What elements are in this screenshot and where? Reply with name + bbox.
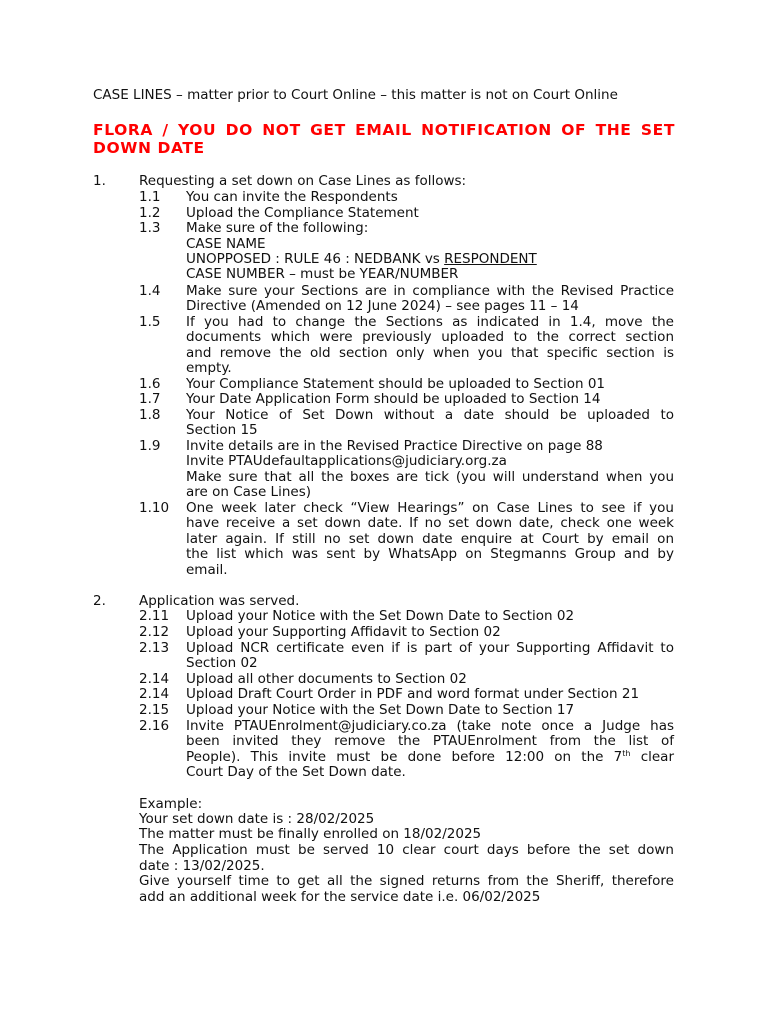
item-text: Your Compliance Statement should be uploaded to Section 01: [186, 376, 605, 392]
document-title: FLORA / YOU DO NOT GET EMAIL NOTIFICATION OF THE SET DOWN DATE: [93, 121, 675, 157]
item-text: Upload your Supporting Affidavit to Section 02: [186, 624, 501, 640]
ordinal-superscript: th: [622, 749, 631, 758]
example-line: date : 13/02/2025.: [139, 858, 265, 874]
example-line: Give yourself time to get all the signed returns from the Sheriff, therefore: [139, 873, 674, 889]
item-text: Directive (Amended on 12 June 2024) – see pages 11 – 14: [186, 298, 579, 314]
item-number: 1.8: [139, 407, 161, 423]
example-line: The Application must be served 10 clear court days before the set down: [139, 842, 674, 858]
item-text: You can invite the Respondents: [186, 189, 398, 205]
item-text: empty.: [186, 360, 232, 376]
section-number: 2.: [93, 593, 106, 609]
item-number: 1.5: [139, 314, 161, 330]
item-text: Upload NCR certificate even if is part of your Supporting Affidavit to: [186, 640, 674, 656]
section-heading: Requesting a set down on Case Lines as follows:: [139, 173, 467, 189]
respondent-underlined: RESPONDENT: [444, 251, 537, 267]
item-text: documents which were previously uploaded to the correct section: [186, 329, 674, 345]
item-text: later again. If still no set down date enquire at Court by email on: [186, 531, 674, 547]
item-number: 2.14: [139, 671, 170, 687]
section-number: 1.: [93, 173, 106, 189]
item-text: been invited they remove the PTAUEnrolment from the list of: [186, 733, 674, 749]
item-text: Section 15: [186, 422, 258, 438]
item-number: 2.11: [139, 608, 170, 624]
item-text: Upload your Notice with the Set Down Date to Section 17: [186, 702, 575, 718]
item-text: Invite details are in the Revised Practice Directive on page 88: [186, 438, 603, 454]
example-line: The matter must be finally enrolled on 18/02/2025: [139, 826, 482, 842]
item-text: Upload the Compliance Statement: [186, 205, 419, 221]
invite-deadline-suffix: clear: [630, 749, 674, 765]
item-text: CASE NUMBER – must be YEAR/NUMBER: [186, 266, 459, 282]
item-number: 1.3: [139, 220, 161, 236]
item-text: One week later check “View Hearings” on Case Lines to see if you: [186, 500, 674, 516]
item-text: Make sure that all the boxes are tick (you will understand when you: [186, 469, 674, 485]
item-text: If you had to change the Sections as indicated in 1.4, move the: [186, 314, 674, 330]
item-text: have receive a set down date. If no set down date, check one week: [186, 515, 674, 531]
item-text: CASE NAME: [186, 236, 266, 252]
item-text-case-name: [186, 251, 537, 267]
item-text: Your Notice of Set Down without a date should be uploaded to: [186, 407, 674, 423]
example-line: Your set down date is : 28/02/2025: [139, 811, 375, 827]
item-text: Upload Draft Court Order in PDF and word format under Section 21: [186, 686, 640, 702]
item-number: 1.10: [139, 500, 170, 516]
example-line: add an additional week for the service date i.e. 06/02/2025: [139, 889, 541, 905]
item-text-with-superscript: [186, 749, 674, 765]
item-text: Upload your Notice with the Set Down Date to Section 02: [186, 608, 575, 624]
item-text: Invite PTAUEnrolment@judiciary.co.za (take note once a Judge has: [186, 718, 674, 734]
item-number: 2.12: [139, 624, 170, 640]
item-number: 2.14: [139, 686, 170, 702]
section-heading: Application was served.: [139, 593, 300, 609]
example-label: Example:: [139, 796, 203, 812]
item-number: 2.13: [139, 640, 170, 656]
item-number: 2.16: [139, 718, 170, 734]
item-text: Make sure of the following:: [186, 220, 369, 236]
item-number: 1.7: [139, 391, 161, 407]
item-text: are on Case Lines): [186, 484, 311, 500]
item-text: and remove the old section only when you that specific section is: [186, 345, 674, 361]
item-text: Upload all other documents to Section 02: [186, 671, 467, 687]
invite-deadline-text: People). This invite must be done before 12:00 on the 7: [186, 749, 623, 765]
item-text: Section 02: [186, 655, 258, 671]
item-text: Make sure your Sections are in compliance with the Revised Practice: [186, 283, 674, 299]
item-number: 2.15: [139, 702, 170, 718]
item-number: 1.2: [139, 205, 161, 221]
item-number: 1.1: [139, 189, 161, 205]
item-number: 1.9: [139, 438, 161, 454]
invite-email-text: Invite PTAUdefaultapplications@judiciary.org.za: [186, 453, 507, 469]
item-text: email.: [186, 562, 228, 578]
item-text: Your Date Application Form should be uploaded to Section 14: [186, 391, 601, 407]
item-number: 1.4: [139, 283, 161, 299]
case-name-prefix: UNOPPOSED : RULE 46 : NEDBANK vs: [186, 251, 445, 267]
item-text: Court Day of the Set Down date.: [186, 764, 406, 780]
item-number: 1.6: [139, 376, 161, 392]
header-line: CASE LINES – matter prior to Court Online – this matter is not on Court Online: [93, 87, 618, 103]
item-text: the list which was sent by WhatsApp on Stegmanns Group and by: [186, 546, 674, 562]
